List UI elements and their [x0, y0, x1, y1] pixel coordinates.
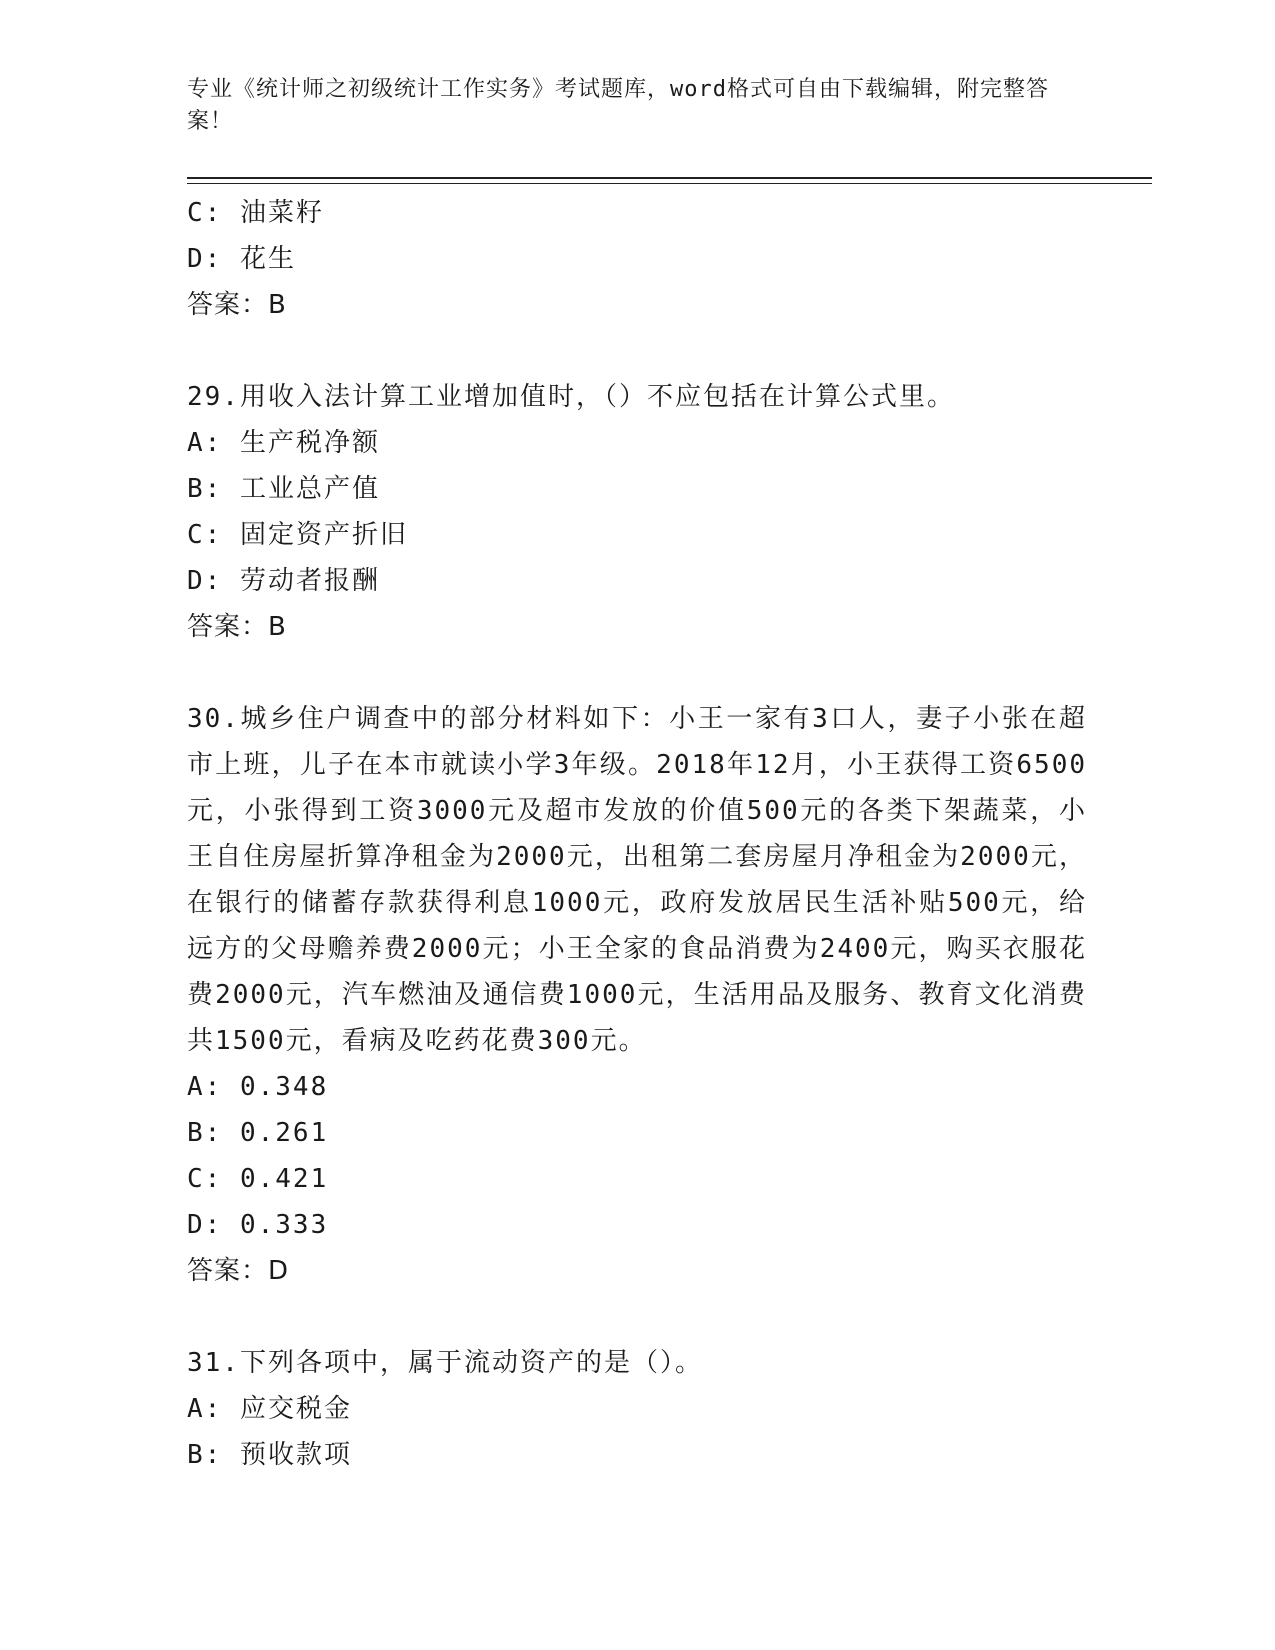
option-c: C: 固定资产折旧: [187, 520, 408, 550]
spacer: [187, 1294, 1087, 1340]
option-a: A: 生产税净额: [187, 428, 380, 458]
question-stem: 29.用收入法计算工业增加值时，（）不应包括在计算公式里。: [187, 382, 955, 412]
question-stem: 30.城乡住户调查中的部分材料如下：小王一家有3口人，妻子小张在超市上班，儿子在本市就读小学3年级。2018年12月，小王获得工资6500元，小张得到工资3000元及超市发放的价值500元的各类下架蔬菜，小王自住房屋折算净租金为2000元，出租第二套房屋月净租金为2000元，在银行的储蓄存款获得利息1000元，政府发放居民生活补贴500元，给远方的父母赡养费2000元；小王全家的食品消费为2400元，购买衣服花费2000元，汽车燃油及通信费1000元，生活用品及服务、教育文化消费共1500元，看病及吃药花费300元。: [187, 704, 1087, 1056]
document-header: 专业《统计师之初级统计工作实务》考试题库，word格式可自由下载编辑，附完整答案！: [187, 77, 1049, 134]
option-a: A: 应交税金: [187, 1394, 352, 1424]
option-d: D: 0.333: [187, 1210, 329, 1240]
option-d: D: 劳动者报酬: [187, 566, 380, 596]
answer-line: 答案：D: [187, 1256, 290, 1286]
option-c: C: 油菜籽: [187, 198, 324, 228]
option-a: A: 0.348: [187, 1072, 329, 1102]
question-fragment-28: [187, 190, 1087, 328]
option-d: D: 花生: [187, 244, 296, 274]
option-c: C: 0.421: [187, 1164, 329, 1194]
option-b: B: 工业总产值: [187, 474, 380, 504]
spacer: [187, 328, 1087, 374]
option-b: B: 0.261: [187, 1118, 329, 1148]
question-29: [187, 374, 1087, 650]
answer-line: 答案：B: [187, 290, 287, 320]
question-30: [187, 696, 1087, 1294]
header-divider-thick: [187, 177, 1152, 179]
answer-line: 答案：B: [187, 612, 287, 642]
question-31: [187, 1340, 1087, 1478]
question-content: [187, 190, 1087, 1478]
option-b: B: 预收款项: [187, 1440, 352, 1470]
spacer: [187, 650, 1087, 696]
header-divider-thin: [187, 183, 1152, 184]
question-stem: 31.下列各项中，属于流动资产的是（）。: [187, 1348, 703, 1378]
